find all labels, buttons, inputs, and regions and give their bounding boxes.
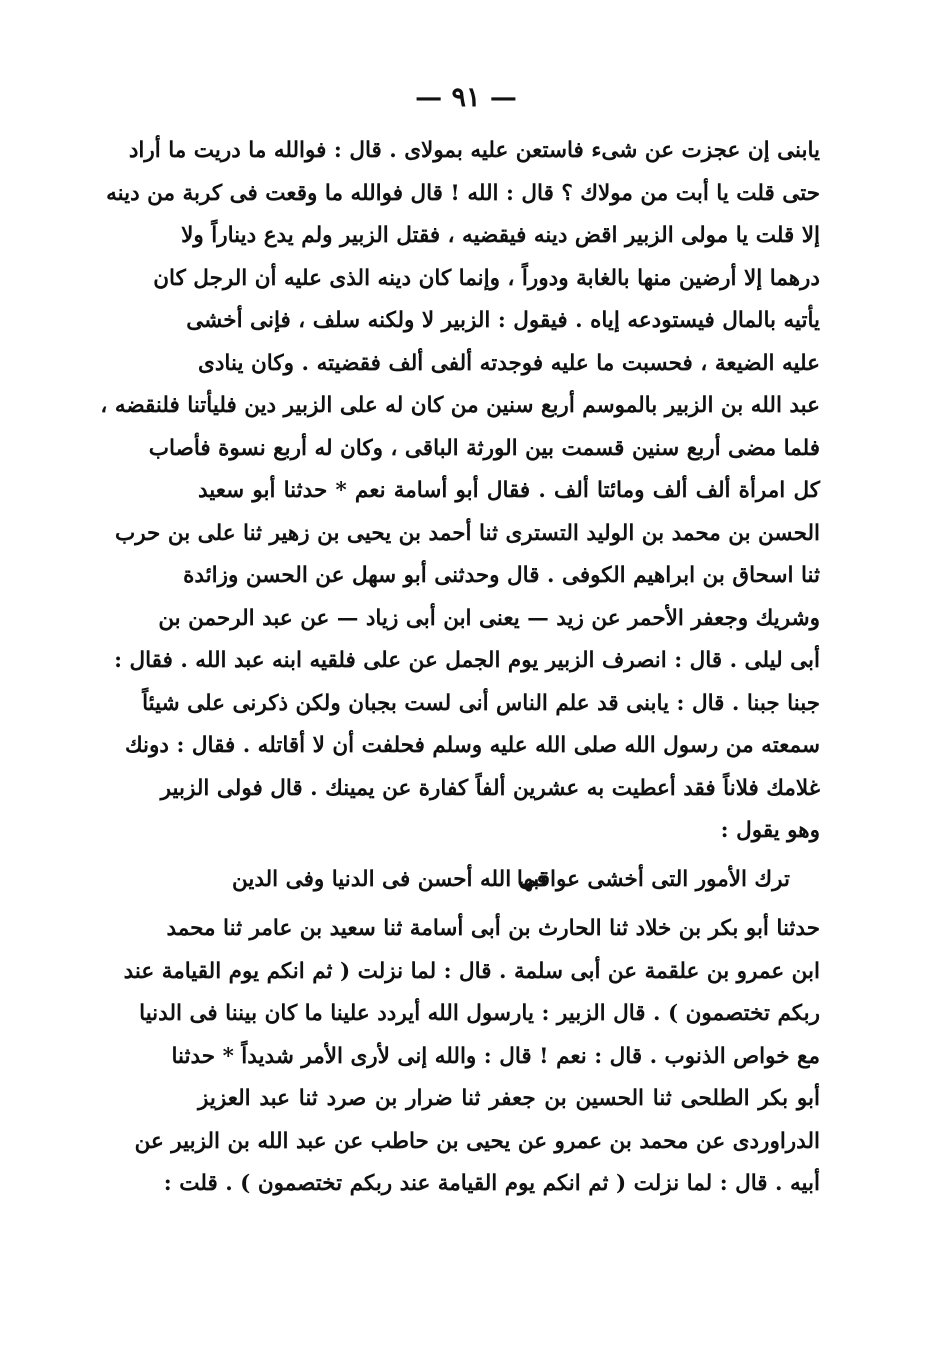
- text-line: عليه الضيعة ، فحسبت ما عليه فوجدته ألفى ألف فقضيته . وكان ينادى: [198, 350, 820, 376]
- verse-first-hemistich: ترك الأمور التى أخشى عواقبها: [516, 867, 790, 892]
- text-line: حدثنا أبو بكر بن خلاد ثنا الحارث بن أبى أسامة ثنا سعيد بن عامر ثنا محمد: [166, 916, 820, 941]
- text-line: ابن عمرو بن علقمة عن أبى سلمة . قال : لما نزلت ( ثم انكم يوم القيامة عند: [123, 958, 820, 984]
- page-number: — ٩١ —: [415, 82, 517, 113]
- text-line: الدراوردى عن محمد بن عمرو عن يحيى بن حاطب عن عبد الله بن الزبير عن: [134, 1128, 820, 1154]
- text-line: غلامك فلاناً فقد أعطيت به عشرين ألفاً كفارة عن يمينك . قال فولى الزبير: [160, 775, 820, 801]
- text-line: ربكم تختصمون ) . قال الزبير : يارسول الله أيردد علينا ما كان بيننا فى الدنيا: [139, 1001, 820, 1026]
- text-line: يابنى إن عجزت عن شىء فاستعن عليه بمولاى . قال : فوالله ما دريت ما أراد: [128, 138, 820, 163]
- paragraph-2: [123, 908, 820, 1206]
- text-line: حتى قلت يا أبت من مولاك ؟ قال : الله ! قال فوالله ما وقعت فى كربة من دينه: [106, 180, 820, 206]
- text-line: الحسن بن محمد بن الوليد التسترى ثنا أحمد بن يحيى بن زهير ثنا على بن حرب: [114, 520, 820, 546]
- text-line: أبيه . قال : لما نزلت ( ثم انكم يوم القيامة عند ربكم تختصمون ) . قلت :: [163, 1171, 820, 1196]
- text-line: فلما مضى أربع سنين قسمت بين الورثة الباقى ، وكان له أربع نسوة فأصاب: [148, 435, 820, 461]
- text-line: أبو بكر الطلحى ثنا الحسين بن جعفر ثنا ضرار بن صرد ثنا عبد العزيز: [198, 1086, 820, 1111]
- verse-second-hemistich: فى الله أحسن فى الدنيا وفى الدين: [232, 867, 547, 892]
- paragraph-1: [100, 130, 820, 853]
- text-line: كل امرأة ألف ألف ومائتا ألف . فقال أبو أسامة نعم * حدثنا أبو سعيد: [198, 478, 820, 503]
- text-line: يأتيه بالمال فيستودعه إياه . فيقول : الزبير لا ولكنه سلف ، فإنى أخشى: [186, 308, 820, 333]
- text-line: عبد الله بن الزبير بالموسم أربع سنين من كان له على الزبير دين فليأتنا فلنقضه ،: [100, 393, 820, 418]
- text-line: جبنا جبنا . قال : يابنى قد علم الناس أنى لست بجبان ولكن ذكرنى على شيئاً: [142, 690, 820, 716]
- text-line: أبى ليلى . قال : انصرف الزبير يوم الجمل عن على فلقيه ابنه عبد الله . فقال :: [114, 648, 820, 673]
- text-line: ثنا اسحاق بن ابراهيم الكوفى . قال وحدثنى أبو سهل عن الحسن وزائدة: [183, 563, 820, 588]
- text-line: مع خواص الذنوب . قال : نعم ! قال : والله إنى لأرى الأمر شديداً * حدثنا: [171, 1043, 820, 1069]
- text-line: سمعته من رسول الله صلى الله عليه وسلم فحلفت أن لا أقاتله . فقال : دونك: [124, 733, 820, 758]
- text-line: وهو يقول :: [720, 818, 820, 843]
- text-line: إلا قلت يا مولى الزبير اقض دينه فيقضيه ، فقتل الزبير ولم يدع ديناراً ولا: [181, 223, 820, 248]
- text-line: درهما إلا أرضين منها بالغابة ودوراً ، وإنما كان دينه الذى عليه أن الرجل كان: [153, 265, 820, 291]
- poetry-verse: [232, 858, 790, 902]
- text-line: وشريك وجعفر الأحمر عن زيد — يعنى ابن أبى زياد — عن عبد الرحمن بن: [158, 605, 820, 631]
